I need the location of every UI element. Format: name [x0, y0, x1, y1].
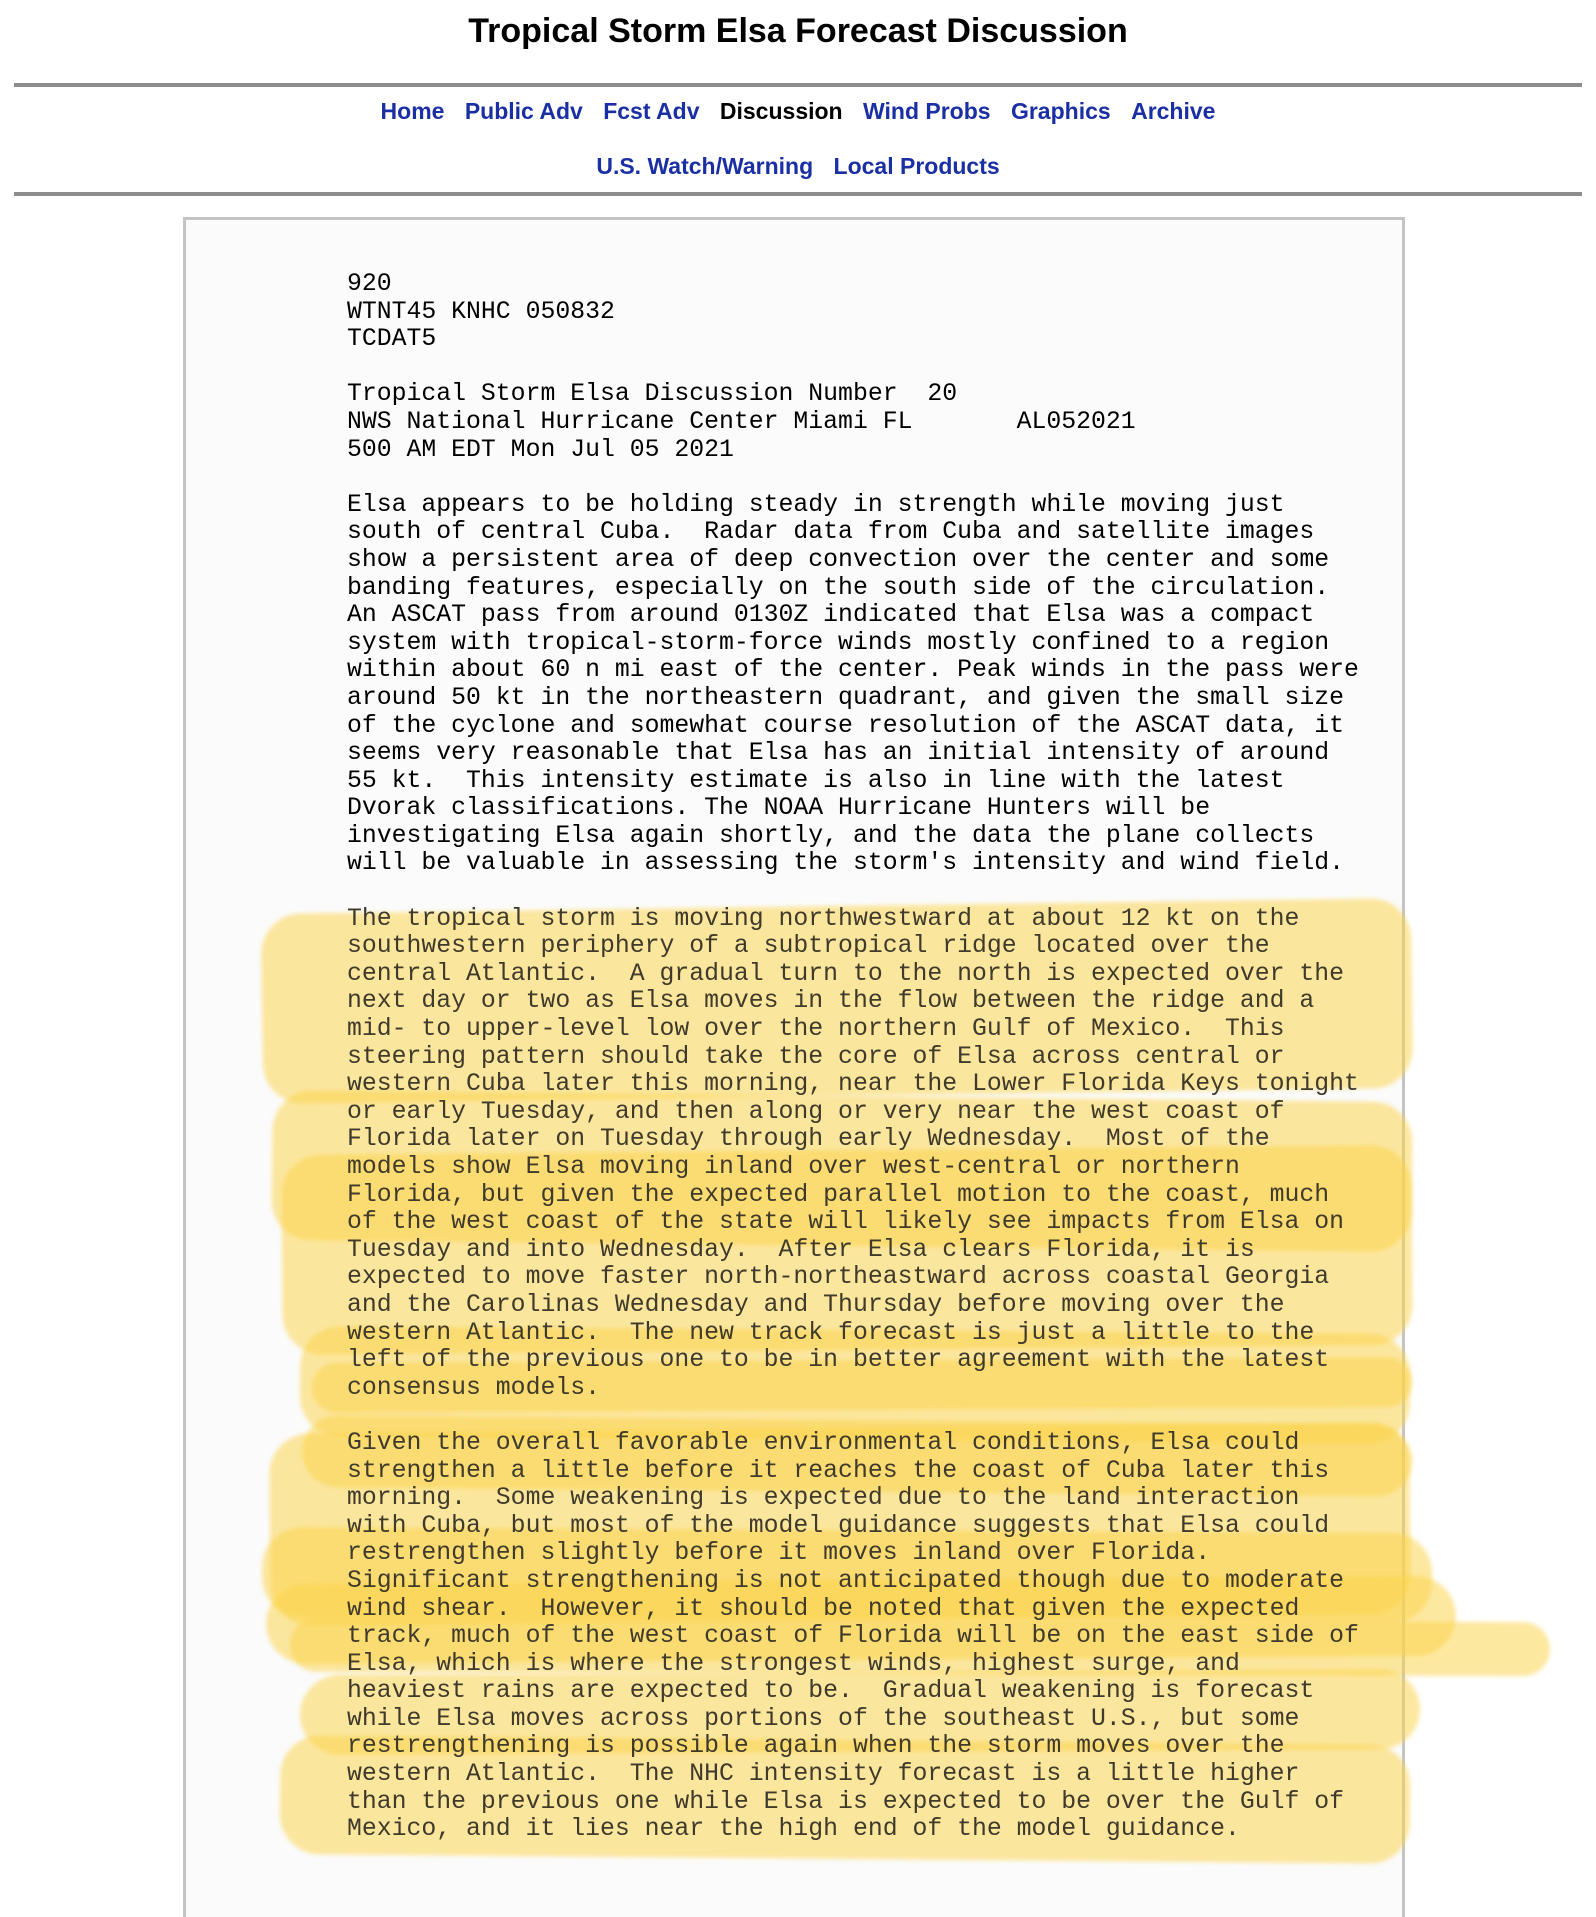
- text-line: system with tropical-storm-force winds mostly confined to a region: [347, 628, 1330, 657]
- page-title: Tropical Storm Elsa Forecast Discussion: [468, 12, 1128, 50]
- blank-line: [347, 354, 1359, 382]
- text-line: with Cuba, but most of the model guidance suggests that Elsa could: [347, 1511, 1330, 1540]
- nav-link-fcst-adv[interactable]: Fcst Adv: [603, 98, 700, 124]
- nav-current-discussion: Discussion: [719, 98, 843, 124]
- nav-link-public-adv[interactable]: Public Adv: [464, 98, 583, 124]
- text-line: restrengthening is possible again when the storm moves over the: [347, 1732, 1285, 1761]
- text-line: of the west coast of the state will likely see impacts from Elsa on: [347, 1208, 1344, 1237]
- nav-link-graphics[interactable]: Graphics: [1010, 98, 1111, 124]
- blank-line: [347, 1402, 1359, 1430]
- text-line: and the Carolinas Wednesday and Thursday before moving over the: [347, 1290, 1285, 1319]
- text-line: wind shear. However, it should be noted that given the expected: [347, 1594, 1300, 1623]
- text-line: banding features, especially on the south side of the circulation.: [347, 573, 1330, 602]
- bottom-divider: [14, 192, 1582, 196]
- forecast-discussion-text: [347, 271, 1359, 1844]
- nav-bar-primary: [0, 98, 1596, 125]
- text-line: seems very reasonable that Elsa has an initial intensity of around: [347, 739, 1330, 768]
- text-line: of the cyclone and somewhat course resolution of the ASCAT data, it: [347, 711, 1344, 740]
- text-line: models show Elsa moving inland over west-central or northern: [347, 1153, 1240, 1181]
- nav-link-us-watch-warning[interactable]: U.S. Watch/Warning: [596, 153, 814, 179]
- text-line: show a persistent area of deep convection over the center and some: [347, 545, 1330, 574]
- text-line: Elsa appears to be holding steady in strength while moving just: [347, 490, 1285, 519]
- text-line: within about 60 n mi east of the center. Peak winds in the pass were: [347, 656, 1359, 685]
- text-line: Tropical Storm Elsa Discussion Number 20: [347, 380, 958, 409]
- blank-line: [347, 878, 1359, 906]
- text-line: central Atlantic. A gradual turn to the north is expected over the: [347, 959, 1344, 988]
- text-line: while Elsa moves across portions of the southeast U.S., but some: [347, 1704, 1300, 1733]
- text-line: 920: [347, 270, 392, 298]
- text-line: western Atlantic. The new track forecast is just a little to the: [347, 1318, 1315, 1347]
- text-line: or early Tuesday, and then along or very near the west coast of: [347, 1097, 1285, 1126]
- text-line: mid- to upper-level low over the northern Gulf of Mexico. This: [347, 1015, 1285, 1044]
- text-line: expected to move faster north-northeastward across coastal Georgia: [347, 1263, 1330, 1292]
- text-line: WTNT45 KNHC 050832: [347, 297, 615, 326]
- nav-bar-secondary: [0, 153, 1596, 180]
- top-divider: [14, 83, 1582, 87]
- text-line: 500 AM EDT Mon Jul 05 2021: [347, 435, 734, 464]
- text-line: Mexico, and it lies near the high end of the model guidance.: [347, 1815, 1240, 1844]
- nav-link-home[interactable]: Home: [380, 98, 445, 124]
- text-line: restrengthen slightly before it moves inland over Florida.: [347, 1539, 1211, 1568]
- text-line: than the previous one while Elsa is expected to be over the Gulf of: [347, 1787, 1344, 1816]
- text-line: next day or two as Elsa moves in the flow between the ridge and a: [347, 987, 1315, 1016]
- nav-link-archive[interactable]: Archive: [1131, 98, 1216, 124]
- text-line: TCDAT5: [347, 325, 437, 354]
- text-line: Given the overall favorable environmental conditions, Elsa could: [347, 1428, 1300, 1457]
- text-line: strengthen a little before it reaches the coast of Cuba later this: [347, 1456, 1330, 1485]
- text-line: An ASCAT pass from around 0130Z indicated that Elsa was a compact: [347, 601, 1315, 630]
- text-line: track, much of the west coast of Florida will be on the east side of: [347, 1622, 1359, 1651]
- text-line: investigating Elsa again shortly, and the data the plane collects: [347, 821, 1315, 850]
- text-line: Elsa, which is where the strongest winds, highest surge, and: [347, 1649, 1240, 1678]
- text-line: Tuesday and into Wednesday. After Elsa clears Florida, it is: [347, 1235, 1255, 1264]
- text-line: western Atlantic. The NHC intensity forecast is a little higher: [347, 1760, 1300, 1789]
- text-line: southwestern periphery of a subtropical ridge located over the: [347, 932, 1270, 961]
- text-line: Dvorak classifications. The NOAA Hurricane Hunters will be: [347, 794, 1211, 823]
- text-line: Florida later on Tuesday through early Wednesday. Most of the: [347, 1125, 1270, 1154]
- text-line: Significant strengthening is not anticipated though due to moderate: [347, 1566, 1344, 1595]
- nav-link-wind-probs[interactable]: Wind Probs: [863, 98, 991, 124]
- text-line: Florida, but given the expected parallel motion to the coast, much: [347, 1180, 1330, 1209]
- text-line: will be valuable in assessing the storm's intensity and wind field.: [347, 849, 1344, 878]
- blank-line: [347, 464, 1359, 492]
- text-line: western Cuba later this morning, near the Lower Florida Keys tonight: [347, 1070, 1359, 1099]
- text-line: around 50 kt in the northeastern quadrant, and given the small size: [347, 683, 1344, 712]
- text-line: morning. Some weakening is expected due to the land interaction: [347, 1484, 1300, 1513]
- text-line: south of central Cuba. Radar data from Cuba and satellite images: [347, 518, 1315, 547]
- text-line: consensus models.: [347, 1373, 600, 1402]
- text-line: NWS National Hurricane Center Miami FL AL052021: [347, 407, 1136, 436]
- text-line: steering pattern should take the core of Elsa across central or: [347, 1042, 1285, 1071]
- text-line: The tropical storm is moving northwestward at about 12 kt on the: [347, 904, 1300, 933]
- nav-link-local-products[interactable]: Local Products: [833, 153, 1000, 179]
- text-line: left of the previous one to be in better agreement with the latest: [347, 1346, 1330, 1375]
- text-line: heaviest rains are expected to be. Gradual weakening is forecast: [347, 1677, 1315, 1706]
- text-line: 55 kt. This intensity estimate is also in line with the latest: [347, 766, 1285, 795]
